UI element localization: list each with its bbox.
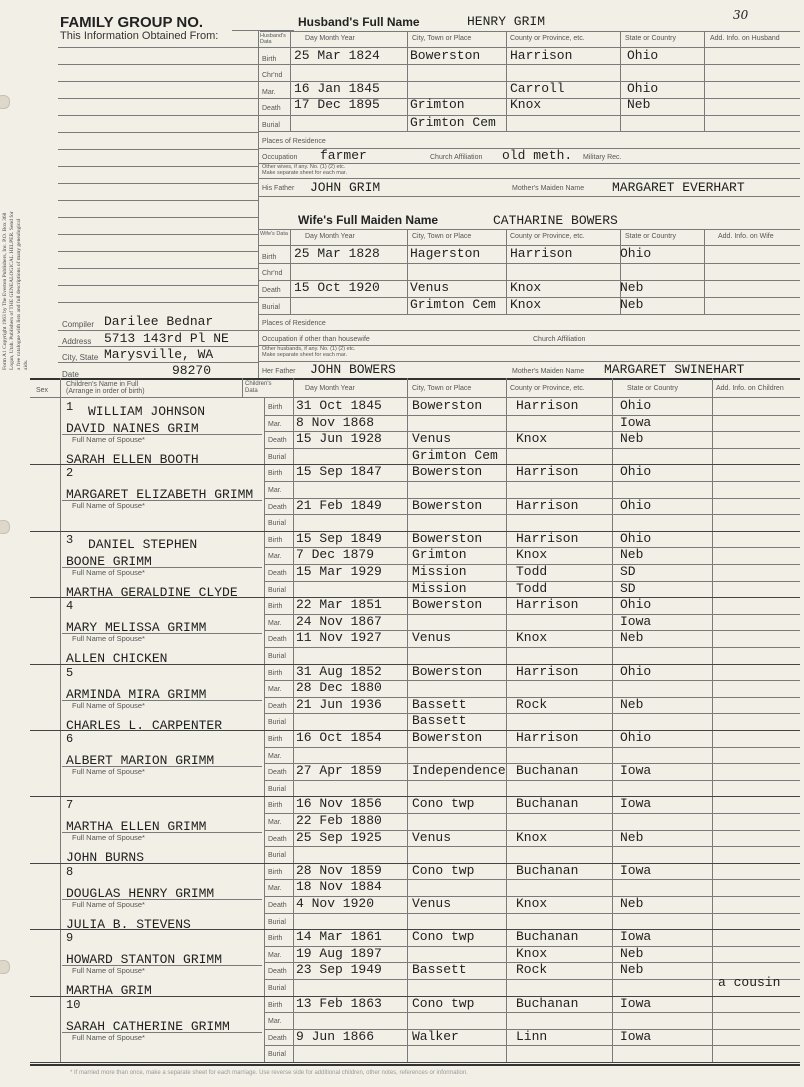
child-mar-label: Mar. bbox=[268, 553, 282, 561]
spouse-name: JOHN BURNS bbox=[66, 850, 145, 866]
other-husbands-label: Other husbands, if any. No. (1) (2) etc. bbox=[262, 346, 356, 352]
wife-father: JOHN BOWERS bbox=[310, 362, 396, 377]
child-death-state: Ohio bbox=[620, 497, 652, 513]
child-birth-county: Harrison bbox=[516, 730, 579, 745]
child-birth-city: Cono twp bbox=[412, 995, 475, 1011]
child-birth-state: Ohio bbox=[620, 398, 652, 413]
child-birth-county: Buchanan bbox=[516, 796, 579, 812]
child-birth-label: Birth bbox=[268, 736, 283, 743]
child-row-line bbox=[264, 780, 800, 781]
child-death-county: Knox bbox=[516, 630, 548, 646]
child-birth-city: Bowerston bbox=[412, 663, 483, 679]
wife-burial-label: Burial bbox=[262, 304, 280, 311]
child-burial-state: SD bbox=[620, 580, 636, 596]
husband-birth-label: Birth bbox=[262, 56, 277, 63]
spouse-name: SARAH ELLEN BOOTH bbox=[66, 452, 199, 467]
child-row-line bbox=[264, 846, 800, 847]
child-number: 5 bbox=[66, 665, 74, 680]
child-burial-label: Burial bbox=[268, 653, 286, 660]
child-number: 7 bbox=[66, 798, 74, 813]
child-name: MARTHA ELLEN GRIMM bbox=[66, 819, 207, 835]
child-death-city: Mission bbox=[412, 564, 467, 579]
husband-birth-state: Ohio bbox=[627, 48, 659, 63]
child-mar-label: Mar. bbox=[268, 819, 282, 826]
child-birth-date: 16 Oct 1854 bbox=[296, 730, 382, 745]
child-birth-county: Buchanan bbox=[516, 995, 579, 1011]
child-col-add-header: Add. Info. on Children bbox=[716, 385, 784, 392]
child-mar-label: Mar. bbox=[268, 686, 282, 694]
husband-death-state: Neb bbox=[627, 97, 651, 112]
child-burial-label: Burial bbox=[268, 1051, 286, 1059]
wife-places-label: Places of Residence bbox=[262, 320, 326, 327]
child-birth-state: Iowa bbox=[620, 995, 652, 1011]
child-name-underline bbox=[62, 899, 262, 900]
city-state-label: City, State bbox=[62, 353, 99, 362]
child-birth-state: Ohio bbox=[620, 530, 652, 546]
child-birth-city: Bowerston bbox=[412, 464, 483, 480]
wife-death-state: Neb bbox=[620, 280, 644, 295]
child-death-date: 25 Sep 1925 bbox=[296, 829, 382, 845]
child-death-state: Iowa bbox=[620, 763, 652, 779]
child-birth-date: 22 Mar 1851 bbox=[296, 597, 382, 613]
husband-mar-label: Mar. bbox=[262, 89, 276, 96]
child-birth-date: 28 Nov 1859 bbox=[296, 862, 382, 878]
child-death-state: Neb bbox=[620, 630, 644, 646]
child-burial-city: Mission bbox=[412, 580, 467, 596]
col-county-header: County or Province, etc. bbox=[510, 35, 585, 42]
husband-mar-date: 16 Jan 1845 bbox=[294, 81, 380, 96]
wife-birth-state: Ohio bbox=[620, 246, 652, 261]
child-mar-label: Mar. bbox=[268, 752, 282, 760]
child-birth-label: Birth bbox=[268, 603, 283, 611]
child-death-city: Bowerston bbox=[412, 497, 483, 513]
child-mar-date: 28 Dec 1880 bbox=[296, 680, 382, 696]
sex-header: Sex bbox=[36, 387, 49, 394]
child-birth-county: Harrison bbox=[516, 663, 579, 679]
child-mar-date: 18 Nov 1884 bbox=[296, 879, 382, 895]
child-death-label: Death bbox=[268, 835, 287, 843]
child-burial-label: Burial bbox=[268, 453, 286, 461]
address-label: Address bbox=[62, 337, 92, 346]
date-label: Date bbox=[62, 370, 79, 379]
child-burial-label: Burial bbox=[268, 985, 286, 992]
wife-father-label: Her Father bbox=[262, 368, 296, 375]
child-birth-label: Birth bbox=[268, 802, 283, 810]
child-row-line bbox=[30, 1062, 800, 1063]
wife-mother: MARGARET SWINEHART bbox=[604, 362, 745, 377]
spouse-name: MARTHA GRIM bbox=[66, 983, 152, 999]
husband-places-label: Places of Residence bbox=[262, 138, 326, 145]
child-birth-date: 15 Sep 1847 bbox=[296, 464, 382, 480]
child-number: 8 bbox=[66, 864, 74, 879]
child-birth-city: Cono twp bbox=[412, 929, 475, 945]
child-burial-label: Burial bbox=[268, 852, 286, 860]
child-death-county: Harrison bbox=[516, 497, 579, 513]
page-number: 30 bbox=[733, 8, 749, 22]
family-group-label: FAMILY GROUP NO. bbox=[60, 14, 204, 31]
child-burial-city: Bassett bbox=[412, 713, 467, 729]
child-name: DOUGLAS HENRY GRIMM bbox=[66, 885, 215, 901]
child-birth-state: Iowa bbox=[620, 862, 652, 878]
child-birth-state: Iowa bbox=[620, 929, 652, 945]
spouse-name: ALLEN CHICKEN bbox=[66, 651, 168, 667]
child-birth-label: Birth bbox=[268, 935, 283, 943]
child-birth-state: Ohio bbox=[620, 597, 652, 613]
child-birth-county: Buchanan bbox=[516, 929, 579, 945]
wife-birth-city: Hagerston bbox=[410, 246, 481, 261]
spouse-name: CHARLES L. CARPENTER bbox=[66, 717, 223, 733]
wife-col-state-header: State or Country bbox=[625, 233, 676, 240]
wife-name-label: Wife's Full Maiden Name bbox=[298, 213, 439, 227]
child-mar-state: Iowa bbox=[620, 613, 652, 629]
child-death-label: Death bbox=[268, 902, 287, 909]
husband-death-city: Grimton bbox=[410, 97, 465, 112]
compiler-address: 5713 143rd Pl NE bbox=[104, 331, 229, 346]
child-burial-label: Burial bbox=[268, 586, 286, 594]
child-death-county: Linn bbox=[516, 1028, 548, 1044]
child-death-date: 23 Sep 1949 bbox=[296, 962, 382, 978]
child-name-line1: WILLIAM JOHNSON bbox=[88, 404, 206, 419]
child-mar-city: Grimton bbox=[412, 547, 467, 563]
wife-burial-state: Neb bbox=[620, 297, 644, 312]
child-name-underline bbox=[62, 500, 262, 501]
child-death-date: 11 Nov 1927 bbox=[296, 630, 382, 646]
child-name-underline bbox=[62, 832, 262, 833]
child-mar-county: Knox bbox=[516, 945, 548, 961]
child-name-underline bbox=[62, 434, 262, 435]
child-burial-label: Burial bbox=[268, 918, 286, 926]
husband-death-date: 17 Dec 1895 bbox=[294, 97, 380, 112]
child-col-state-header: State or Country bbox=[627, 385, 678, 392]
child-note: a cousin bbox=[718, 975, 781, 990]
child-col-county-header: County or Province, etc. bbox=[510, 385, 585, 392]
child-death-date: 15 Mar 1929 bbox=[296, 564, 382, 579]
child-death-state: Neb bbox=[620, 431, 644, 447]
child-row-line bbox=[264, 448, 800, 449]
child-birth-state: Iowa bbox=[620, 796, 652, 812]
child-birth-date: 13 Feb 1863 bbox=[296, 995, 382, 1011]
child-birth-label: Birth bbox=[268, 669, 283, 677]
wife-death-date: 15 Oct 1920 bbox=[294, 280, 380, 295]
child-name-underline bbox=[62, 633, 262, 634]
child-death-state: Neb bbox=[620, 829, 644, 845]
child-burial-county: Todd bbox=[516, 580, 548, 596]
child-birth-city: Cono twp bbox=[412, 796, 475, 812]
husband-mother-label: Mother's Maiden Name bbox=[512, 185, 585, 192]
spouse-label: Full Name of Spouse* bbox=[72, 767, 145, 776]
child-birth-county: Harrison bbox=[516, 464, 579, 480]
husband-father-label: His Father bbox=[262, 185, 295, 192]
child-row-line bbox=[264, 647, 800, 648]
child-death-state: SD bbox=[620, 564, 636, 579]
husband-mar-county: Carroll bbox=[510, 81, 565, 96]
child-name-underline bbox=[62, 700, 262, 701]
child-name: DAVID NAINES GRIM bbox=[66, 421, 199, 436]
child-birth-county: Harrison bbox=[516, 597, 579, 613]
wife-birth-date: 25 Mar 1828 bbox=[294, 246, 380, 261]
husband-birth-city: Bowerston bbox=[410, 48, 481, 63]
child-death-label: Death bbox=[268, 1034, 287, 1042]
child-mar-label: Mar. bbox=[268, 1018, 282, 1026]
child-death-city: Venus bbox=[412, 829, 452, 845]
child-death-date: 9 Jun 1866 bbox=[296, 1028, 375, 1044]
wife-death-city: Venus bbox=[410, 280, 450, 295]
child-mar-label: Mar. bbox=[268, 619, 282, 627]
husband-birth-date: 25 Mar 1824 bbox=[294, 48, 380, 63]
child-birth-label: Birth bbox=[268, 470, 283, 478]
child-death-label: Death bbox=[268, 636, 287, 644]
child-row-line bbox=[264, 1045, 800, 1046]
child-birth-date: 15 Sep 1849 bbox=[296, 530, 382, 546]
child-name-underline bbox=[62, 1032, 262, 1033]
husband-name: HENRY GRIM bbox=[467, 14, 546, 29]
compiler-name: Darilee Bednar bbox=[104, 314, 214, 329]
child-mar-label: Mar. bbox=[268, 420, 282, 428]
child-death-city: Walker bbox=[412, 1028, 459, 1044]
child-death-date: 15 Jun 1928 bbox=[296, 431, 382, 447]
wife-birth-county: Harrison bbox=[510, 246, 573, 261]
child-death-city: Venus bbox=[412, 896, 452, 911]
info-obtained-label: This Information Obtained From: bbox=[60, 30, 219, 42]
husband-data-label: Husband's Data bbox=[260, 33, 286, 45]
child-number: 9 bbox=[66, 931, 74, 946]
child-number: 4 bbox=[66, 599, 74, 614]
child-burial-city: Grimton Cem bbox=[412, 447, 498, 463]
child-row-line bbox=[264, 481, 800, 482]
child-number: 2 bbox=[66, 466, 74, 481]
child-death-date: 27 Apr 1859 bbox=[296, 763, 382, 779]
husband-mar-state: Ohio bbox=[627, 81, 659, 96]
spouse-label: Full Name of Spouse* bbox=[72, 567, 145, 577]
child-birth-county: Harrison bbox=[516, 530, 579, 546]
wife-occupation-label: Occupation if other than housewife bbox=[262, 336, 370, 343]
child-birth-county: Harrison bbox=[516, 398, 579, 413]
child-death-date: 4 Nov 1920 bbox=[296, 896, 375, 911]
child-death-county: Knox bbox=[516, 829, 548, 845]
col-state-header: State or Country bbox=[625, 35, 676, 42]
child-name-subheader: (Arrange in order of birth) bbox=[66, 388, 145, 395]
child-name-underline bbox=[62, 567, 262, 568]
child-birth-city: Bowerston bbox=[412, 597, 483, 613]
wife-birth-label: Birth bbox=[262, 254, 277, 261]
other-wives-label: Other wives, if any. No. (1) (2) etc. bbox=[262, 164, 346, 170]
child-mar-label: Mar. bbox=[268, 951, 282, 959]
spouse-label: Full Name of Spouse* bbox=[72, 833, 145, 843]
child-name: ARMINDA MIRA GRIMM bbox=[66, 686, 207, 702]
child-death-county: Rock bbox=[516, 962, 548, 978]
child-mar-state: Neb bbox=[620, 945, 644, 961]
wife-name: CATHARINE BOWERS bbox=[493, 213, 618, 228]
husband-mother: MARGARET EVERHART bbox=[612, 180, 745, 195]
child-mar-date: 7 Dec 1879 bbox=[296, 547, 375, 563]
child-death-city: Bassett bbox=[412, 696, 467, 712]
child-death-county: Todd bbox=[516, 564, 548, 579]
child-mar-county: Knox bbox=[516, 547, 548, 563]
child-number: 3 bbox=[66, 532, 74, 547]
child-death-county: Knox bbox=[516, 896, 548, 911]
footer-note: * If married more than once, make a separate sheet for each marriage. Use reverse side for additional children, other notes, references or information. bbox=[70, 1070, 468, 1076]
child-birth-state: Ohio bbox=[620, 663, 652, 679]
child-birth-label: Birth bbox=[268, 404, 283, 411]
child-death-city: Independence bbox=[412, 763, 506, 779]
spouse-label: Full Name of Spouse* bbox=[72, 501, 145, 511]
child-death-label: Death bbox=[268, 968, 287, 976]
child-mar-label: Mar. bbox=[268, 487, 282, 494]
wife-data-label: Wife's Data bbox=[260, 231, 288, 237]
spouse-label: Full Name of Spouse* bbox=[72, 966, 145, 976]
spouse-label: Full Name of Spouse* bbox=[72, 1032, 145, 1042]
husband-occupation-label: Occupation bbox=[262, 154, 298, 161]
child-mar-date: 8 Nov 1868 bbox=[296, 414, 375, 430]
husband-church-label: Church Affiliation bbox=[430, 154, 483, 161]
child-death-date: 21 Feb 1849 bbox=[296, 497, 382, 513]
child-birth-label: Birth bbox=[268, 536, 283, 544]
spouse-label: Full Name of Spouse* bbox=[72, 899, 145, 909]
child-death-city: Bassett bbox=[412, 962, 467, 978]
wife-col-date-header: Day Month Year bbox=[305, 233, 355, 240]
child-birth-label: Birth bbox=[268, 868, 283, 876]
child-data-header: Children's Data bbox=[245, 381, 272, 394]
child-birth-date: 31 Oct 1845 bbox=[296, 398, 382, 413]
husband-burial-label: Burial bbox=[262, 122, 280, 129]
col-add-husband-header: Add. Info. on Husband bbox=[710, 35, 780, 42]
child-birth-state: Ohio bbox=[620, 730, 652, 745]
child-birth-date: 31 Aug 1852 bbox=[296, 663, 382, 679]
husband-chrnd-label: Chr'nd bbox=[262, 72, 283, 79]
child-row-line bbox=[264, 514, 800, 515]
spouse-label: Full Name of Spouse* bbox=[72, 700, 145, 710]
child-birth-city: Cono twp bbox=[412, 862, 475, 878]
child-mar-date: 24 Nov 1867 bbox=[296, 613, 382, 629]
child-death-state: Neb bbox=[620, 696, 644, 712]
child-birth-county: Buchanan bbox=[516, 862, 579, 878]
wife-col-county-header: County or Province, etc. bbox=[510, 233, 585, 240]
child-death-label: Death bbox=[268, 503, 287, 511]
child-birth-city: Bowerston bbox=[412, 530, 483, 546]
husband-church: old meth. bbox=[502, 148, 573, 163]
copyright-notice: Form A1 Copyright 1963 by The Everton Publishers, Inc. P.O. Box 368 Logan, Utah. Publishers of THE GENEALOGICAL HELPER. Send for a free catalogue with lists and full descriptions of many genealogical aids. bbox=[2, 211, 29, 370]
child-name: ALBERT MARION GRIMM bbox=[66, 753, 215, 768]
child-death-state: Neb bbox=[620, 962, 644, 978]
child-death-county: Buchanan bbox=[516, 763, 579, 779]
child-name: SARAH CATHERINE GRIMM bbox=[66, 1018, 230, 1034]
child-mar-state: Iowa bbox=[620, 414, 652, 430]
child-col-city-header: City, Town or Place bbox=[412, 385, 472, 392]
child-death-label: Death bbox=[268, 702, 287, 710]
husband-birth-county: Harrison bbox=[510, 48, 573, 63]
child-number: 6 bbox=[66, 732, 74, 746]
punch-hole bbox=[0, 520, 10, 534]
col-city-header: City, Town or Place bbox=[412, 35, 472, 42]
child-number: 1 bbox=[66, 400, 74, 414]
child-name: MARY MELISSA GRIMM bbox=[66, 620, 207, 636]
child-birth-date: 14 Mar 1861 bbox=[296, 929, 382, 945]
husband-name-label: Husband's Full Name bbox=[298, 15, 420, 29]
child-burial-label: Burial bbox=[268, 520, 286, 528]
child-death-label: Death bbox=[268, 437, 287, 445]
child-row-line bbox=[264, 747, 800, 748]
child-name-underline bbox=[62, 766, 262, 767]
child-mar-date: 22 Feb 1880 bbox=[296, 813, 382, 828]
spouse-label: Full Name of Spouse* bbox=[72, 435, 145, 444]
compiler-zip: 98270 bbox=[172, 363, 212, 378]
child-death-label: Death bbox=[268, 769, 287, 777]
wife-death-label: Death bbox=[262, 287, 281, 294]
child-row-line bbox=[264, 713, 800, 714]
spouse-label: Full Name of Spouse* bbox=[72, 634, 145, 644]
child-name-line1: DANIEL STEPHEN bbox=[88, 536, 198, 552]
other-wives-sub: Make separate sheet for each mar. bbox=[262, 170, 347, 176]
child-death-state: Iowa bbox=[620, 1028, 652, 1044]
wife-burial-county: Knox bbox=[510, 297, 542, 312]
husband-burial-city: Grimton Cem bbox=[410, 115, 496, 130]
husband-occupation: farmer bbox=[320, 148, 367, 163]
child-mar-state: Neb bbox=[620, 547, 644, 563]
punch-hole bbox=[0, 960, 10, 974]
child-birth-city: Bowerston bbox=[412, 730, 483, 745]
husband-death-county: Knox bbox=[510, 97, 542, 112]
child-death-date: 21 Jun 1936 bbox=[296, 696, 382, 712]
child-death-city: Venus bbox=[412, 630, 452, 646]
child-death-county: Knox bbox=[516, 431, 548, 447]
child-death-state: Neb bbox=[620, 896, 644, 911]
wife-death-county: Knox bbox=[510, 280, 542, 295]
other-husbands-sub: Make separate sheet for each mar. bbox=[262, 352, 347, 358]
wife-burial-city: Grimton Cem bbox=[410, 297, 496, 312]
husband-death-label: Death bbox=[262, 105, 281, 112]
child-name: HOWARD STANTON GRIMM bbox=[66, 952, 223, 968]
child-row-line bbox=[264, 1012, 800, 1013]
child-death-label: Death bbox=[268, 570, 287, 577]
child-burial-label: Burial bbox=[268, 785, 286, 793]
compiler-label: Compiler bbox=[62, 320, 95, 329]
spouse-name: JULIA B. STEVENS bbox=[66, 916, 191, 932]
col-date-header: Day Month Year bbox=[305, 35, 355, 42]
child-mar-label: Mar. bbox=[268, 885, 282, 893]
child-name-underline bbox=[62, 965, 262, 966]
husband-military-label: Military Rec. bbox=[583, 154, 622, 161]
child-name-header: Children's Name in Full bbox=[66, 381, 139, 388]
child-birth-state: Ohio bbox=[620, 464, 652, 480]
child-death-county: Rock bbox=[516, 696, 548, 712]
child-death-city: Venus bbox=[412, 431, 452, 447]
child-birth-label: Birth bbox=[268, 1001, 283, 1009]
husband-father: JOHN GRIM bbox=[310, 180, 381, 195]
wife-chrnd-label: Chr'nd bbox=[262, 270, 283, 277]
child-col-date-header: Day Month Year bbox=[305, 385, 355, 392]
wife-col-city-header: City, Town or Place bbox=[412, 233, 472, 240]
child-mar-date: 19 Aug 1897 bbox=[296, 945, 382, 961]
wife-church-label: Church Affiliation bbox=[533, 336, 586, 343]
child-birth-date: 16 Nov 1856 bbox=[296, 796, 382, 812]
child-row-line bbox=[264, 913, 800, 914]
child-name: MARGARET ELIZABETH GRIMM bbox=[66, 487, 254, 503]
compiler-city: Marysville, WA bbox=[104, 347, 214, 362]
child-burial-label: Burial bbox=[268, 719, 286, 727]
wife-col-add-header: Add. Info. on Wife bbox=[718, 233, 774, 240]
child-name: BOONE GRIMM bbox=[66, 553, 152, 569]
spouse-name: MARTHA GERALDINE CLYDE bbox=[66, 584, 238, 600]
wife-mother-label: Mother's Maiden Name bbox=[512, 368, 585, 375]
punch-hole bbox=[0, 95, 10, 109]
child-number: 10 bbox=[66, 997, 81, 1012]
child-birth-city: Bowerston bbox=[412, 398, 483, 413]
